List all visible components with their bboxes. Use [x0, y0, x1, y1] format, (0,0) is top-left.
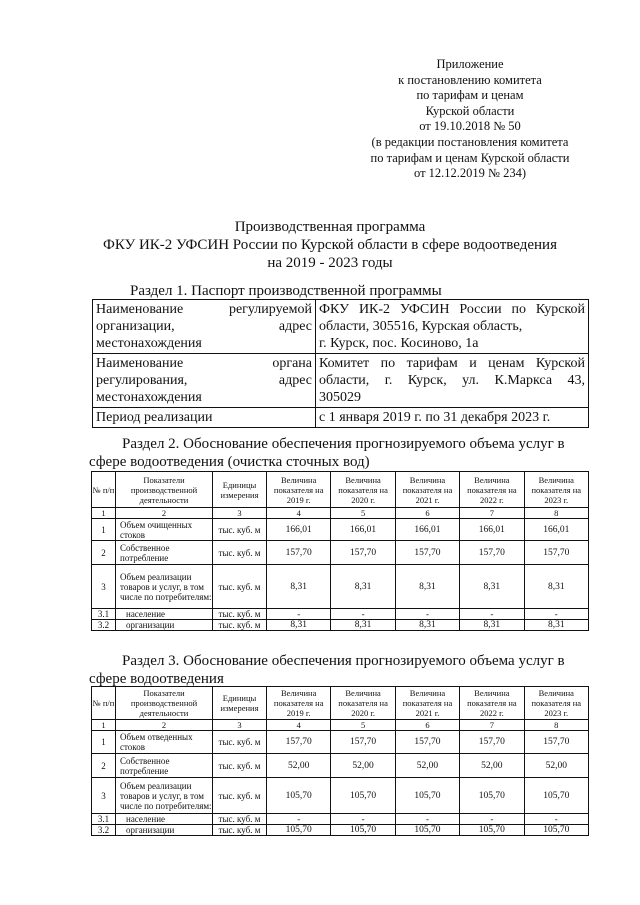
row-number: 3 [92, 565, 116, 609]
index-cell: 3 [213, 508, 267, 519]
row-value: 166,01 [395, 519, 459, 541]
header-cell: Величина показателя на 2019 г. [267, 687, 331, 720]
table-row [92, 814, 589, 825]
header-cell: Показатели производственной деятельности [116, 687, 213, 720]
passport-label-line: местонахождения [96, 390, 202, 405]
row-unit: тыс. куб. м [213, 609, 267, 620]
appendix-line: Приложение [436, 57, 504, 71]
table-row [92, 731, 589, 754]
row-number: 1 [92, 519, 116, 541]
index-cell: 8 [524, 720, 588, 731]
header-cell: Величина показателя на 2021 г. [395, 687, 459, 720]
index-cell: 7 [460, 720, 524, 731]
row-unit: тыс. куб. м [213, 565, 267, 609]
header-cell: Единицы измерения [213, 472, 267, 508]
row-value: 8,31 [395, 565, 459, 609]
row-unit: тыс. куб. м [213, 731, 267, 754]
row-value: - [331, 609, 395, 620]
row-value: 105,70 [460, 778, 524, 814]
row-unit: тыс. куб. м [213, 754, 267, 778]
index-cell: 8 [524, 508, 588, 519]
row-value: 157,70 [460, 541, 524, 565]
table-index-row [92, 508, 589, 519]
row-value: - [460, 814, 524, 825]
table-index-row [92, 720, 589, 731]
row-name: организации [116, 825, 213, 836]
row-value: 105,70 [524, 825, 588, 836]
header-cell: № п/п [92, 687, 116, 720]
index-cell: 3 [213, 720, 267, 731]
header-cell: Величина показателя на 2019 г. [267, 472, 331, 508]
passport-value [316, 300, 589, 354]
row-value: 8,31 [460, 565, 524, 609]
row-value: 8,31 [524, 565, 588, 609]
table-row [92, 565, 589, 609]
header-cell: Величина показателя на 2022 г. [460, 472, 524, 508]
row-value: 105,70 [460, 825, 524, 836]
row-value: 52,00 [395, 754, 459, 778]
table-row [92, 541, 589, 565]
row-value: - [395, 814, 459, 825]
appendix-line: к постановлению комитета [398, 72, 542, 87]
appendix-line: (в редакции постановления комитета [371, 134, 569, 149]
row-value: 157,70 [524, 731, 588, 754]
row-value: 105,70 [267, 825, 331, 836]
row-value: 52,00 [460, 754, 524, 778]
title-line-1: Производственная программа [234, 219, 426, 235]
document-title [60, 218, 600, 272]
header-cell: Величина показателя на 2021 г. [395, 472, 459, 508]
row-value: 157,70 [331, 541, 395, 565]
row-value: 105,70 [395, 778, 459, 814]
passport-value-line: г. Курск, пос. Косиново, 1а [319, 336, 479, 351]
row-unit: тыс. куб. м [213, 519, 267, 541]
row-value: 166,01 [331, 519, 395, 541]
row-value: 157,70 [267, 731, 331, 754]
row-name: Собственное потребление [116, 541, 213, 565]
row-value: 157,70 [524, 541, 588, 565]
section-3-heading-cont: сфере водоотведения [89, 671, 224, 687]
row-value: - [267, 609, 331, 620]
row-value: 157,70 [331, 731, 395, 754]
row-value: 166,01 [460, 519, 524, 541]
header-cell: Величина показателя на 2023 г. [524, 687, 588, 720]
index-cell: 5 [331, 720, 395, 731]
index-cell: 6 [395, 720, 459, 731]
row-value: 157,70 [460, 731, 524, 754]
index-cell: 1 [92, 508, 116, 519]
table-row [92, 519, 589, 541]
passport-row-regulator [93, 354, 589, 408]
index-cell: 7 [460, 508, 524, 519]
row-name: Объем очищенных стоков [116, 519, 213, 541]
appendix-line: от 12.12.2019 № 234) [413, 166, 526, 181]
index-cell: 2 [116, 508, 213, 519]
row-name: Собственное потребление [116, 754, 213, 778]
row-unit: тыс. куб. м [213, 541, 267, 565]
table-row [92, 754, 589, 778]
row-value: - [267, 814, 331, 825]
row-value: 52,00 [331, 754, 395, 778]
row-name: Объем реализации товаров и услуг, в том числе по потребителям: [116, 565, 213, 609]
row-number: 3 [92, 778, 116, 814]
row-value: 166,01 [267, 519, 331, 541]
section-3-table [91, 686, 589, 836]
appendix-note [355, 57, 585, 182]
appendix-line: Курской области [425, 103, 515, 118]
passport-value [316, 408, 589, 428]
row-name: Объем реализации товаров и услуг, в том числе по потребителям: [116, 778, 213, 814]
header-cell: Величина показателя на 2020 г. [331, 472, 395, 508]
header-cell: Показатели производственной деятельности [116, 472, 213, 508]
row-value: - [395, 609, 459, 620]
index-cell: 4 [267, 720, 331, 731]
row-value: - [524, 814, 588, 825]
row-value: - [460, 609, 524, 620]
index-cell: 5 [331, 508, 395, 519]
passport-value-line: области, 305516, Курская область, [319, 319, 523, 334]
title-line-3: на 2019 - 2023 годы [267, 255, 393, 271]
table-row [92, 778, 589, 814]
row-value: 105,70 [267, 778, 331, 814]
section-2-heading: Раздел 2. Обоснование обеспечения прогнозируемого объема услуг в [122, 436, 565, 452]
row-number: 2 [92, 754, 116, 778]
row-value: - [524, 609, 588, 620]
row-number: 3.2 [92, 620, 116, 631]
passport-row-organization [93, 300, 589, 354]
appendix-line: по тарифам и ценам Курской области [370, 150, 570, 165]
passport-label-line: Наименование органа [96, 356, 312, 371]
passport-value-line: 305029 [319, 390, 361, 405]
row-value: 105,70 [524, 778, 588, 814]
passport-label-line: регулирования, адрес [96, 373, 312, 388]
passport-label [93, 354, 316, 408]
row-value: 157,70 [395, 541, 459, 565]
section-3-heading: Раздел 3. Обоснование обеспечения прогнозируемого объема услуг в [122, 653, 565, 669]
passport-value-line: области, г. Курск, ул. К.Маркса 43, [319, 373, 585, 388]
title-line-2: ФКУ ИК-2 УФСИН России по Курской области в сфере водоотведения [103, 237, 557, 253]
passport-label-line: Наименование регулируемой [96, 302, 312, 317]
row-value: 8,31 [524, 620, 588, 631]
row-value: 157,70 [395, 731, 459, 754]
row-number: 2 [92, 541, 116, 565]
header-cell: Единицы измерения [213, 687, 267, 720]
passport-value-line: с 1 января 2019 г. по 31 декабря 2023 г. [319, 410, 551, 425]
appendix-line: по тарифам и ценам [416, 88, 524, 103]
index-cell: 6 [395, 508, 459, 519]
row-value: 8,31 [460, 620, 524, 631]
header-cell: № п/п [92, 472, 116, 508]
row-unit: тыс. куб. м [213, 620, 267, 631]
header-cell: Величина показателя на 2022 г. [460, 687, 524, 720]
row-value: 8,31 [395, 620, 459, 631]
section-2-table [91, 471, 589, 631]
row-value: 105,70 [331, 825, 395, 836]
section-2-heading-cont: сфере водоотведения (очистка сточных вод) [89, 454, 370, 470]
row-number: 3.1 [92, 609, 116, 620]
row-number: 3.2 [92, 825, 116, 836]
row-value: 8,31 [267, 565, 331, 609]
index-cell: 2 [116, 720, 213, 731]
row-name: население [116, 609, 213, 620]
row-number: 3.1 [92, 814, 116, 825]
passport-label-line: организации, адрес [96, 319, 312, 334]
appendix-line: от 19.10.2018 № 50 [419, 119, 521, 134]
table-header-row [92, 472, 589, 508]
row-unit: тыс. куб. м [213, 814, 267, 825]
passport-value-line: ФКУ ИК-2 УФСИН России по Курской [319, 302, 585, 317]
index-cell: 1 [92, 720, 116, 731]
row-value: 8,31 [267, 620, 331, 631]
row-value: 52,00 [267, 754, 331, 778]
header-cell: Величина показателя на 2020 г. [331, 687, 395, 720]
row-value: 8,31 [331, 620, 395, 631]
passport-value [316, 354, 589, 408]
row-value: 8,31 [331, 565, 395, 609]
row-value: 157,70 [267, 541, 331, 565]
table-row [92, 609, 589, 620]
header-cell: Величина показателя на 2023 г. [524, 472, 588, 508]
section-1-heading: Раздел 1. Паспорт производственной программы [130, 283, 442, 299]
row-value: 52,00 [524, 754, 588, 778]
passport-label [93, 300, 316, 354]
table-row [92, 620, 589, 631]
row-name: организации [116, 620, 213, 631]
table-row [92, 825, 589, 836]
row-unit: тыс. куб. м [213, 778, 267, 814]
passport-label-line: Период реализации [96, 410, 213, 425]
passport-row-period [93, 408, 589, 428]
table-header-row [92, 687, 589, 720]
row-name: население [116, 814, 213, 825]
index-cell: 4 [267, 508, 331, 519]
row-value: 105,70 [331, 778, 395, 814]
passport-value-line: Комитет по тарифам и ценам Курской [319, 356, 585, 371]
row-value: 105,70 [395, 825, 459, 836]
row-name: Объем отведенных стоков [116, 731, 213, 754]
passport-table [92, 299, 589, 428]
passport-label [93, 408, 316, 428]
row-number: 1 [92, 731, 116, 754]
row-value: - [331, 814, 395, 825]
row-unit: тыс. куб. м [213, 825, 267, 836]
passport-label-line: местонахождения [96, 336, 202, 351]
row-value: 166,01 [524, 519, 588, 541]
